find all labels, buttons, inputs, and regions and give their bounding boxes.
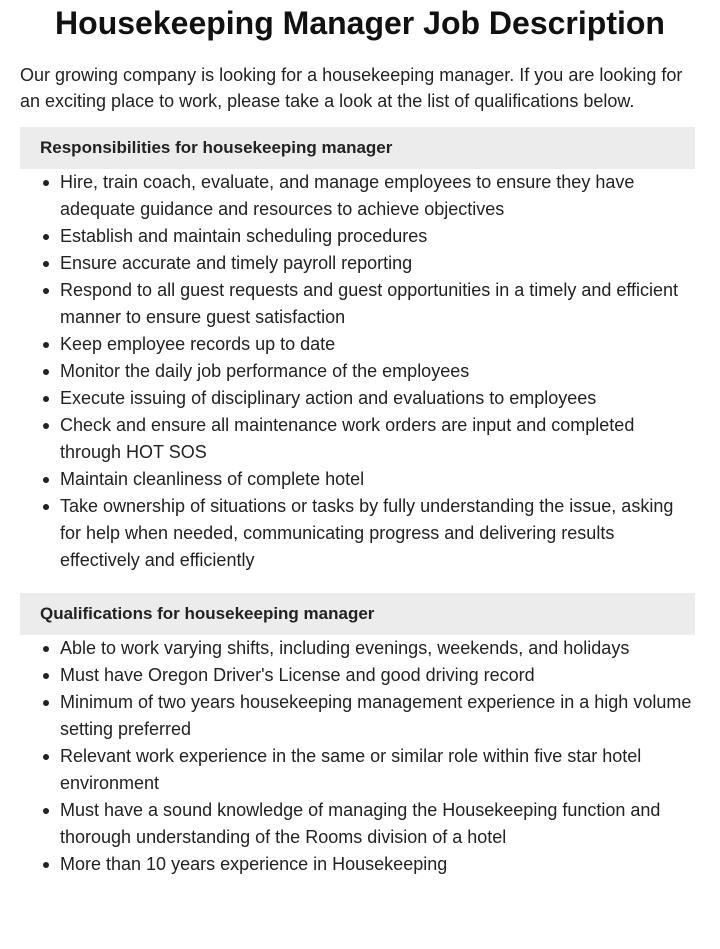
responsibilities-heading: Responsibilities for housekeeping manager bbox=[20, 127, 695, 169]
qualification-item: Must have a sound knowledge of managing the Housekeeping function and thorough understanding of the Rooms division of a hotel bbox=[60, 797, 692, 851]
responsibility-item: Maintain cleanliness of complete hotel bbox=[60, 466, 692, 493]
qualification-item: Minimum of two years housekeeping management experience in a high volume setting preferred bbox=[60, 689, 692, 743]
responsibility-item: Monitor the daily job performance of the employees bbox=[60, 358, 692, 385]
qualification-item: More than 10 years experience in Housekeeping bbox=[60, 851, 692, 878]
page-title: Housekeeping Manager Job Description bbox=[55, 5, 665, 41]
responsibility-item: Establish and maintain scheduling procedures bbox=[60, 223, 692, 250]
responsibilities-list bbox=[0, 169, 720, 574]
qualifications-heading: Qualifications for housekeeping manager bbox=[20, 593, 695, 635]
responsibility-item: Take ownership of situations or tasks by fully understanding the issue, asking for help when needed, communicating progress and delivering results effectively and efficiently bbox=[60, 493, 692, 574]
responsibility-item: Execute issuing of disciplinary action and evaluations to employees bbox=[60, 385, 692, 412]
intro-paragraph: Our growing company is looking for a housekeeping manager. If you are looking for an exciting place to work, please take a look at the list of qualifications below. bbox=[20, 65, 683, 111]
responsibility-item: Respond to all guest requests and guest opportunities in a timely and efficient manner to ensure guest satisfaction bbox=[60, 277, 692, 331]
qualification-item: Must have Oregon Driver's License and good driving record bbox=[60, 662, 692, 689]
responsibility-item: Hire, train coach, evaluate, and manage employees to ensure they have adequate guidance and resources to achieve objectives bbox=[60, 169, 692, 223]
qualification-item: Able to work varying shifts, including evenings, weekends, and holidays bbox=[60, 635, 692, 662]
qualification-item: Relevant work experience in the same or similar role within five star hotel environment bbox=[60, 743, 692, 797]
responsibility-item: Keep employee records up to date bbox=[60, 331, 692, 358]
responsibility-item: Ensure accurate and timely payroll reporting bbox=[60, 250, 692, 277]
responsibility-item: Check and ensure all maintenance work orders are input and completed through HOT SOS bbox=[60, 412, 692, 466]
qualifications-list bbox=[0, 635, 720, 878]
